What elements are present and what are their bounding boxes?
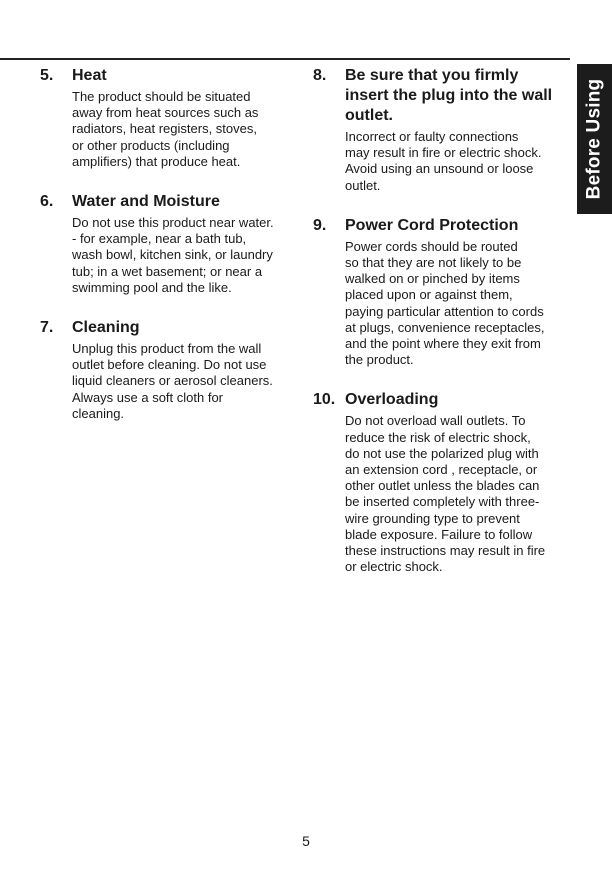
section-water-and-moisture bbox=[40, 192, 302, 296]
section-body: Incorrect or faulty connections may result in fire or electric shock. Avoid using an unsound or loose outlet. bbox=[345, 129, 542, 193]
section-plug-insertion bbox=[313, 66, 575, 194]
section-heading bbox=[40, 192, 302, 212]
section-body: The product should be situated away from heat sources such as radiators, heat registers, stoves, or other products (including amplifiers) that produce heat. bbox=[72, 89, 259, 169]
section-number: 8. bbox=[313, 67, 327, 84]
section-title: Overloading bbox=[345, 391, 439, 409]
section-number: 10. bbox=[313, 391, 336, 409]
section-tab-label: Before Using bbox=[583, 78, 605, 200]
page-number: 5 bbox=[302, 833, 310, 849]
section-number: 9. bbox=[313, 216, 327, 234]
section-title: Be sure that you firmly insert the plug into the wall outlet. bbox=[345, 67, 553, 124]
section-overloading bbox=[313, 390, 575, 575]
left-column bbox=[40, 66, 302, 444]
section-tab bbox=[577, 64, 612, 214]
section-power-cord-protection bbox=[313, 216, 575, 369]
section-heading bbox=[313, 216, 575, 236]
section-heading bbox=[313, 390, 575, 410]
section-number: 5. bbox=[40, 67, 54, 84]
section-title: Water and Moisture bbox=[72, 193, 220, 211]
section-body: Do not overload wall outlets. To reduce the risk of electric shock, do not use the polarized plug with an extension cord , receptacle, or other outlet unless the blades can be inserted completely with three- wire grounding type to prevent blade exposure. Failure to follow these instructions may result in fire or electric shock. bbox=[345, 413, 546, 575]
section-title: Power Cord Protection bbox=[345, 216, 519, 234]
section-heading bbox=[40, 318, 302, 338]
section-body: Power cords should be routed so that they are not likely to be walked on or pinched by items placed upon or against them, paying particular attention to cords at plugs, convenience receptacles, and the point where they exit from the product. bbox=[345, 238, 545, 368]
section-cleaning bbox=[40, 318, 302, 422]
section-heading bbox=[40, 66, 302, 86]
section-heat bbox=[40, 66, 302, 170]
section-title: Heat bbox=[72, 67, 107, 84]
section-number: 6. bbox=[40, 193, 54, 211]
right-column bbox=[313, 66, 575, 597]
section-title: Cleaning bbox=[72, 319, 140, 337]
top-rule bbox=[0, 58, 570, 60]
section-number: 7. bbox=[40, 319, 54, 337]
section-body: Unplug this product from the wall outlet before cleaning. Do not use liquid cleaners or aerosol cleaners. Always use a soft cloth for cleaning. bbox=[72, 341, 273, 421]
section-heading bbox=[313, 66, 575, 126]
section-body: Do not use this product near water. - for example, near a bath tub, wash bowl, kitchen sink, or laundry tub; in a wet basement; or near a swimming pool and the like. bbox=[72, 215, 274, 295]
